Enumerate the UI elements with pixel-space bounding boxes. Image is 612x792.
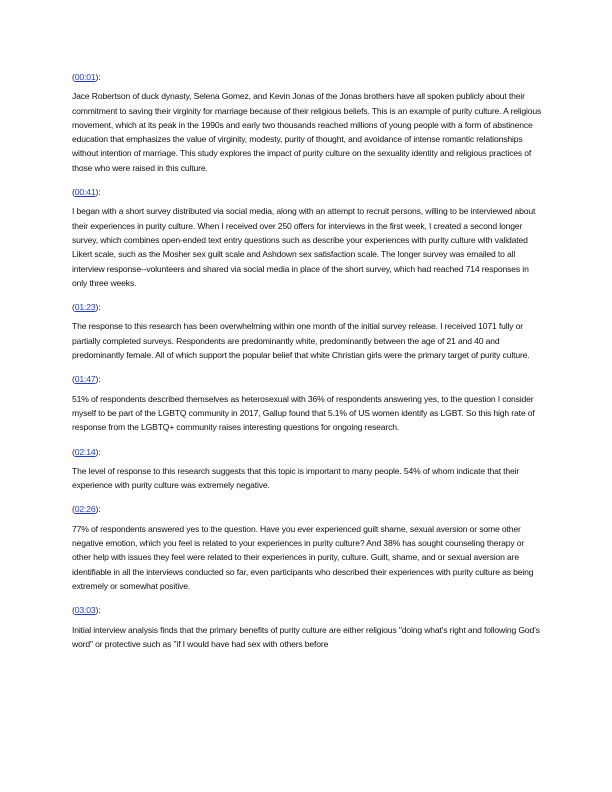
timestamp-line: (01:23): — [72, 302, 101, 313]
timestamp-link[interactable]: 01:23 — [74, 302, 96, 313]
timestamp-line: (01:47): — [72, 374, 101, 385]
timestamp-line: (02:26): — [72, 504, 101, 515]
segment-text: 77% of respondents answered yes to the question. Have you ever experienced guilt shame, sexual aversion or some other negative emotion, which you feel is related to your experiences in purity culture? And 38% has sought counseling therapy or other help with issues they feel were related to their experiences in purity, culture. Guilt, shame, and or sexual aversion are identifiable in all the interviews conducted so far, even participants who described their experiences with purity culture as being extremely or somewhat positive. — [72, 523, 534, 591]
transcript-segment — [72, 502, 542, 593]
timestamp-link[interactable]: 00:41 — [74, 187, 96, 198]
timestamp-line: (02:14): — [72, 446, 101, 457]
timestamp-link[interactable]: 01:47 — [74, 374, 96, 385]
transcript-segment — [72, 300, 542, 362]
timestamp-link[interactable]: 02:14 — [74, 446, 96, 457]
timestamp-link[interactable]: 02:26 — [74, 504, 96, 515]
transcript-segment — [72, 603, 542, 651]
segment-text: I began with a short survey distributed via social media, along with an attempt to recruit persons, willing to be interviewed about their experiences in purity culture. When I received over 250 offers for interviews in the first week, I created a second longer survey, which combines open-ended text entry questions such as describe your experiences with purity culture with validated Likert scale, such as the Mosher sex guilt scale and Ashdown sex satisfaction scale. The longer survey was emailed to all interview response--volunteers and shared via social media in place of the short survey, which had reached 714 responses in only three weeks. — [72, 206, 536, 288]
segment-text: Jace Robertson of duck dynasty, Selena Gomez, and Kevin Jonas of the Jonas brothers have all spoken publicly about their commitment to saving their virginity for marriage because of their religious beliefs. This is an example of purity culture. A religious movement, which at its peak in the 1990s and early two thousands reached millions of young people with a form of abstinence education that emphasizes the value of virginity, modesty, purity of thought, and avoidance of intense romantic relationships without intention of marriage. This study explores the impact of purity culture on the sexuality identity and religious practices of those who were raised in this culture. — [72, 91, 542, 173]
timestamp-line: (00:41): — [72, 187, 101, 198]
segment-text: 51% of respondents described themselves as heterosexual with 36% of respondents answering yes, to the question I consider myself to be part of the LGBTQ community in 2017, Gallup found that 5.1% of US women identify as LGBT. So this high rate of response from the LGBTQ+ community raises interesting questions for ongoing research. — [72, 393, 535, 433]
transcript-segment — [72, 445, 542, 493]
segment-text: Initial interview analysis finds that the primary benefits of purity culture are either religious "doing what's right and following God's word" or protective such as "if I would have had sex with others before — [72, 624, 540, 649]
transcript-segment — [72, 372, 542, 434]
transcript-segment — [72, 185, 542, 290]
timestamp-line: (00:01): — [72, 72, 101, 82]
segment-text: The response to this research has been overwhelming within one month of the initial survey release. I received 1071 fully or partially completed surveys. Respondents are predominantly white, predominantly between the age of 21 and 40 and predominantly female. All of which support the popular belief that white Christian girls were the primary target of purity culture. — [72, 321, 530, 361]
segment-text: The level of response to this research suggests that this topic is important to many people. 54% of whom indicate that their experience with purity culture was extremely negative. — [72, 465, 520, 491]
timestamp-link[interactable]: 00:01 — [74, 72, 96, 82]
transcript-body — [72, 70, 542, 661]
timestamp-line: (03:03): — [72, 605, 101, 616]
timestamp-link[interactable]: 03:03 — [74, 605, 96, 616]
transcript-segment — [72, 70, 542, 175]
